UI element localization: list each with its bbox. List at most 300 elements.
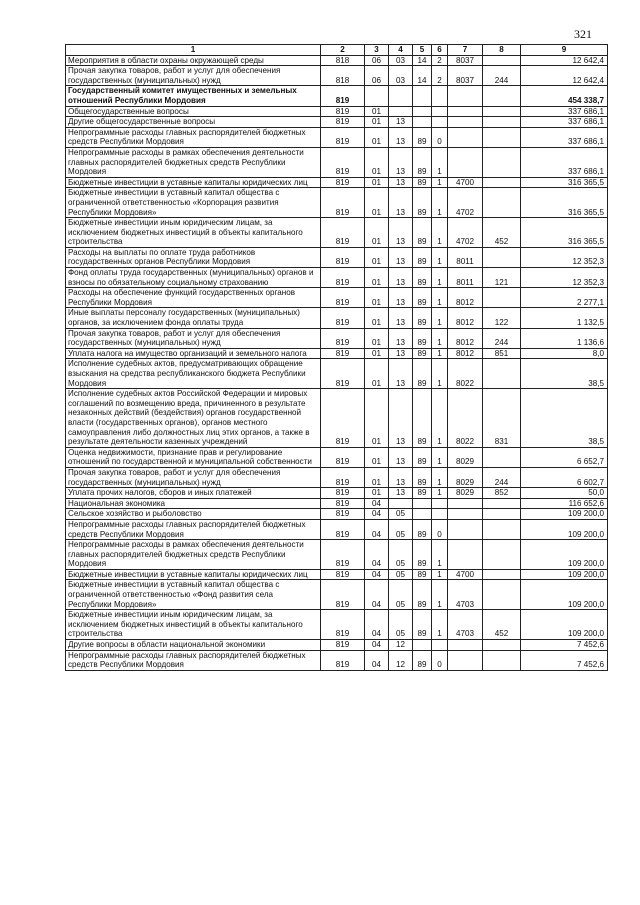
row-subprogram-code: 1 xyxy=(432,247,448,267)
row-program-code: 89 xyxy=(413,467,432,487)
row-program-code: 89 xyxy=(413,147,432,177)
row-section-code: 01 xyxy=(365,188,389,218)
row-expense-type-code: 244 xyxy=(483,467,521,487)
row-direction-code: 4702 xyxy=(448,188,483,218)
row-name: Уплата прочих налогов, сборов и иных платежей xyxy=(66,488,321,499)
row-subsection-code: 13 xyxy=(389,359,413,389)
table-row xyxy=(66,569,608,580)
table-row xyxy=(66,188,608,218)
table-row xyxy=(66,177,608,188)
row-amount: 337 686,1 xyxy=(521,106,608,117)
row-subsection-code: 13 xyxy=(389,117,413,128)
row-program-code xyxy=(413,498,432,509)
row-subsection-code: 13 xyxy=(389,308,413,328)
row-subprogram-code: 1 xyxy=(432,610,448,640)
row-program-code: 89 xyxy=(413,348,432,359)
row-name: Бюджетные инвестиции иным юридическим лицам, за исключением бюджетных инвестиций в объекты капитального строительства xyxy=(66,218,321,248)
row-subprogram-code: 1 xyxy=(432,359,448,389)
table-row xyxy=(66,640,608,651)
row-section-code: 01 xyxy=(365,127,389,147)
row-ministry-code: 819 xyxy=(321,106,365,117)
table-row xyxy=(66,610,608,640)
row-amount: 337 686,1 xyxy=(521,127,608,147)
row-section-code: 04 xyxy=(365,610,389,640)
row-direction-code: 8037 xyxy=(448,66,483,86)
table-row xyxy=(66,328,608,348)
row-program-code: 89 xyxy=(413,247,432,267)
row-subsection-code: 13 xyxy=(389,328,413,348)
row-ministry-code: 819 xyxy=(321,177,365,188)
table-row xyxy=(66,218,608,248)
row-subsection-code: 05 xyxy=(389,540,413,570)
row-expense-type-code xyxy=(483,498,521,509)
row-name: Иные выплаты персоналу государственных (муниципальных) органов, за исключением фонда оплаты труда xyxy=(66,308,321,328)
table-row xyxy=(66,488,608,499)
row-ministry-code: 819 xyxy=(321,488,365,499)
row-amount: 109 200,0 xyxy=(521,519,608,539)
col-header-9: 9 xyxy=(521,45,608,56)
row-amount: 50,0 xyxy=(521,488,608,499)
row-program-code: 89 xyxy=(413,519,432,539)
row-program-code xyxy=(413,86,432,106)
row-subsection-code: 13 xyxy=(389,177,413,188)
row-subsection-code: 03 xyxy=(389,66,413,86)
col-header-8: 8 xyxy=(483,45,521,56)
row-name: Уплата налога на имущество организаций и земельного налога xyxy=(66,348,321,359)
row-subsection-code: 05 xyxy=(389,580,413,610)
row-ministry-code: 819 xyxy=(321,247,365,267)
row-name: Непрограммные расходы в рамках обеспечения деятельности главных распорядителей бюджетных средств Республики Мордовия xyxy=(66,540,321,570)
row-subprogram-code xyxy=(432,640,448,651)
row-subprogram-code: 1 xyxy=(432,268,448,288)
table-row xyxy=(66,268,608,288)
row-subsection-code: 13 xyxy=(389,389,413,448)
row-section-code: 04 xyxy=(365,509,389,520)
row-direction-code: 8022 xyxy=(448,359,483,389)
row-direction-code: 4702 xyxy=(448,218,483,248)
row-amount: 12 352,3 xyxy=(521,247,608,267)
row-section-code: 06 xyxy=(365,66,389,86)
row-program-code: 14 xyxy=(413,66,432,86)
table-row xyxy=(66,467,608,487)
row-amount: 7 452,6 xyxy=(521,640,608,651)
row-subsection-code: 13 xyxy=(389,147,413,177)
table-row xyxy=(66,447,608,467)
column-header-row xyxy=(66,45,608,56)
row-name: Бюджетные инвестиции иным юридическим лицам, за исключением бюджетных инвестиций в объекты капитального строительства xyxy=(66,610,321,640)
row-direction-code: 8011 xyxy=(448,268,483,288)
table-row xyxy=(66,117,608,128)
row-subprogram-code xyxy=(432,509,448,520)
row-subprogram-code xyxy=(432,86,448,106)
row-ministry-code: 819 xyxy=(321,308,365,328)
row-name: Общегосударственные вопросы xyxy=(66,106,321,117)
table-row xyxy=(66,389,608,448)
row-amount: 8,0 xyxy=(521,348,608,359)
row-expense-type-code xyxy=(483,117,521,128)
row-section-code: 01 xyxy=(365,308,389,328)
row-section-code: 04 xyxy=(365,580,389,610)
row-subsection-code: 05 xyxy=(389,519,413,539)
row-expense-type-code: 121 xyxy=(483,268,521,288)
row-amount: 337 686,1 xyxy=(521,117,608,128)
row-expense-type-code xyxy=(483,177,521,188)
row-program-code: 89 xyxy=(413,569,432,580)
row-expense-type-code xyxy=(483,86,521,106)
row-expense-type-code xyxy=(483,106,521,117)
row-expense-type-code xyxy=(483,580,521,610)
row-direction-code: 8029 xyxy=(448,467,483,487)
row-subprogram-code: 2 xyxy=(432,66,448,86)
row-name: Расходы на обеспечение функций государственных органов Республики Мордовия xyxy=(66,288,321,308)
table-row xyxy=(66,247,608,267)
row-direction-code: 8037 xyxy=(448,55,483,66)
row-subprogram-code: 1 xyxy=(432,188,448,218)
row-name: Непрограммные расходы главных распорядителей бюджетных средств Республики Мордовия xyxy=(66,650,321,670)
row-subsection-code: 13 xyxy=(389,188,413,218)
row-subsection-code: 13 xyxy=(389,488,413,499)
row-section-code: 06 xyxy=(365,55,389,66)
row-name: Исполнение судебных актов, предусматривающих обращение взыскания на средства республиканского бюджета Республики Мордовия xyxy=(66,359,321,389)
row-ministry-code: 819 xyxy=(321,218,365,248)
row-subsection-code: 13 xyxy=(389,288,413,308)
row-ministry-code: 819 xyxy=(321,447,365,467)
row-direction-code xyxy=(448,519,483,539)
row-ministry-code: 819 xyxy=(321,188,365,218)
row-name: Прочая закупка товаров, работ и услуг для обеспечения государственных (муниципальных) нужд xyxy=(66,66,321,86)
col-header-3: 3 xyxy=(365,45,389,56)
row-amount: 38,5 xyxy=(521,389,608,448)
row-section-code: 04 xyxy=(365,650,389,670)
row-direction-code xyxy=(448,540,483,570)
row-program-code: 14 xyxy=(413,55,432,66)
row-subsection-code: 13 xyxy=(389,268,413,288)
row-ministry-code: 819 xyxy=(321,580,365,610)
row-section-code: 01 xyxy=(365,147,389,177)
row-section-code: 04 xyxy=(365,540,389,570)
row-amount: 316 365,5 xyxy=(521,188,608,218)
row-direction-code: 8012 xyxy=(448,328,483,348)
row-name: Сельское хозяйство и рыболовство xyxy=(66,509,321,520)
row-program-code: 89 xyxy=(413,359,432,389)
row-program-code: 89 xyxy=(413,177,432,188)
row-direction-code: 8029 xyxy=(448,488,483,499)
row-section-code: 01 xyxy=(365,117,389,128)
row-direction-code: 8012 xyxy=(448,288,483,308)
row-subprogram-code: 1 xyxy=(432,218,448,248)
row-amount: 38,5 xyxy=(521,359,608,389)
row-expense-type-code xyxy=(483,288,521,308)
row-ministry-code: 819 xyxy=(321,127,365,147)
row-subprogram-code: 1 xyxy=(432,308,448,328)
row-amount: 12 642,4 xyxy=(521,66,608,86)
row-section-code: 01 xyxy=(365,247,389,267)
row-ministry-code: 819 xyxy=(321,268,365,288)
row-ministry-code: 818 xyxy=(321,66,365,86)
table-row xyxy=(66,540,608,570)
row-amount: 109 200,0 xyxy=(521,610,608,640)
row-program-code: 89 xyxy=(413,218,432,248)
row-name: Исполнение судебных актов Российской Федерации и мировых соглашений по возмещению вреда, причиненного в результате незаконных действий (бездействия) органов государственной власти (государственных органов), органов местного самоуправления либо должностных лиц этих органов, а также в результате деятельности казенных учреждений xyxy=(66,389,321,448)
row-subsection-code xyxy=(389,498,413,509)
row-subsection-code: 13 xyxy=(389,247,413,267)
row-subprogram-code: 0 xyxy=(432,519,448,539)
row-name: Прочая закупка товаров, работ и услуг для обеспечения государственных (муниципальных) нужд xyxy=(66,467,321,487)
row-subsection-code: 13 xyxy=(389,218,413,248)
row-program-code: 89 xyxy=(413,650,432,670)
row-amount: 12 642,4 xyxy=(521,55,608,66)
col-header-7: 7 xyxy=(448,45,483,56)
row-name: Бюджетные инвестиции в уставные капиталы юридических лиц xyxy=(66,177,321,188)
row-subsection-code: 05 xyxy=(389,569,413,580)
row-program-code: 89 xyxy=(413,288,432,308)
row-subsection-code: 13 xyxy=(389,447,413,467)
table-row xyxy=(66,308,608,328)
row-subprogram-code: 0 xyxy=(432,127,448,147)
row-amount: 1 132,5 xyxy=(521,308,608,328)
row-section-code xyxy=(365,86,389,106)
table-row xyxy=(66,519,608,539)
row-direction-code: 4700 xyxy=(448,177,483,188)
row-amount: 316 365,5 xyxy=(521,177,608,188)
row-ministry-code: 819 xyxy=(321,640,365,651)
row-subsection-code: 13 xyxy=(389,127,413,147)
row-expense-type-code: 851 xyxy=(483,348,521,359)
row-program-code: 89 xyxy=(413,540,432,570)
col-header-1: 1 xyxy=(66,45,321,56)
row-subprogram-code: 1 xyxy=(432,177,448,188)
row-ministry-code: 819 xyxy=(321,540,365,570)
row-section-code: 01 xyxy=(365,348,389,359)
row-program-code: 89 xyxy=(413,188,432,218)
row-section-code: 01 xyxy=(365,389,389,448)
table-row xyxy=(66,147,608,177)
row-expense-type-code: 244 xyxy=(483,328,521,348)
row-expense-type-code xyxy=(483,509,521,520)
row-ministry-code: 819 xyxy=(321,467,365,487)
row-subsection-code: 13 xyxy=(389,467,413,487)
row-section-code: 01 xyxy=(365,268,389,288)
row-subsection-code: 12 xyxy=(389,640,413,651)
row-name: Государственный комитет имущественных и земельных отношений Республики Мордовия xyxy=(66,86,321,106)
row-direction-code: 4703 xyxy=(448,610,483,640)
row-direction-code xyxy=(448,86,483,106)
row-subsection-code xyxy=(389,106,413,117)
row-amount: 109 200,0 xyxy=(521,540,608,570)
row-section-code: 01 xyxy=(365,488,389,499)
row-expense-type-code xyxy=(483,359,521,389)
table-row xyxy=(66,288,608,308)
col-header-5: 5 xyxy=(413,45,432,56)
row-amount: 316 365,5 xyxy=(521,218,608,248)
row-section-code: 01 xyxy=(365,218,389,248)
row-amount: 454 338,7 xyxy=(521,86,608,106)
row-subsection-code: 13 xyxy=(389,348,413,359)
row-direction-code: 8012 xyxy=(448,348,483,359)
row-ministry-code: 819 xyxy=(321,117,365,128)
row-expense-type-code xyxy=(483,540,521,570)
row-name: Бюджетные инвестиции в уставный капитал общества с ограниченной ответственностью «Корпорация развития Республики Мордовия» xyxy=(66,188,321,218)
col-header-4: 4 xyxy=(389,45,413,56)
row-direction-code: 4703 xyxy=(448,580,483,610)
row-direction-code: 8022 xyxy=(448,389,483,448)
row-program-code xyxy=(413,117,432,128)
row-name: Бюджетные инвестиции в уставный капитал общества с ограниченной ответственностью «Фонд развития села Республики Мордовия» xyxy=(66,580,321,610)
table-row xyxy=(66,498,608,509)
row-name: Прочая закупка товаров, работ и услуг для обеспечения государственных (муниципальных) нужд xyxy=(66,328,321,348)
row-expense-type-code xyxy=(483,147,521,177)
row-program-code: 89 xyxy=(413,308,432,328)
row-expense-type-code xyxy=(483,569,521,580)
row-program-code: 89 xyxy=(413,580,432,610)
row-direction-code: 8012 xyxy=(448,308,483,328)
row-ministry-code: 819 xyxy=(321,328,365,348)
row-ministry-code: 819 xyxy=(321,348,365,359)
row-ministry-code: 819 xyxy=(321,509,365,520)
row-subprogram-code: 1 xyxy=(432,467,448,487)
row-ministry-code: 819 xyxy=(321,86,365,106)
row-direction-code xyxy=(448,498,483,509)
row-direction-code: 4700 xyxy=(448,569,483,580)
row-program-code: 89 xyxy=(413,127,432,147)
row-subprogram-code: 1 xyxy=(432,288,448,308)
row-subprogram-code: 2 xyxy=(432,55,448,66)
row-expense-type-code xyxy=(483,519,521,539)
row-subprogram-code: 1 xyxy=(432,580,448,610)
row-direction-code xyxy=(448,650,483,670)
row-subprogram-code: 1 xyxy=(432,447,448,467)
row-expense-type-code xyxy=(483,188,521,218)
row-subprogram-code: 1 xyxy=(432,488,448,499)
row-amount: 109 200,0 xyxy=(521,569,608,580)
table-row xyxy=(66,106,608,117)
row-expense-type-code xyxy=(483,650,521,670)
row-name: Расходы на выплаты по оплате труда работников государственных органов Республики Мордовия xyxy=(66,247,321,267)
row-program-code xyxy=(413,640,432,651)
row-name: Бюджетные инвестиции в уставные капиталы юридических лиц xyxy=(66,569,321,580)
row-name: Мероприятия в области охраны окружающей среды xyxy=(66,55,321,66)
row-amount: 109 200,0 xyxy=(521,509,608,520)
row-expense-type-code: 122 xyxy=(483,308,521,328)
row-section-code: 04 xyxy=(365,519,389,539)
row-amount: 109 200,0 xyxy=(521,580,608,610)
row-program-code: 89 xyxy=(413,389,432,448)
row-direction-code xyxy=(448,117,483,128)
row-ministry-code: 819 xyxy=(321,359,365,389)
row-ministry-code: 819 xyxy=(321,147,365,177)
row-ministry-code: 819 xyxy=(321,519,365,539)
row-program-code xyxy=(413,509,432,520)
row-section-code: 01 xyxy=(365,288,389,308)
row-section-code: 01 xyxy=(365,328,389,348)
row-expense-type-code: 852 xyxy=(483,488,521,499)
row-subprogram-code xyxy=(432,117,448,128)
table-row xyxy=(66,650,608,670)
table-body xyxy=(66,55,608,670)
row-amount: 337 686,1 xyxy=(521,147,608,177)
row-subprogram-code xyxy=(432,106,448,117)
row-program-code xyxy=(413,106,432,117)
row-amount: 116 652,6 xyxy=(521,498,608,509)
row-subprogram-code: 1 xyxy=(432,348,448,359)
row-ministry-code: 819 xyxy=(321,389,365,448)
row-direction-code xyxy=(448,147,483,177)
row-section-code: 04 xyxy=(365,640,389,651)
row-subsection-code xyxy=(389,86,413,106)
table-row xyxy=(66,580,608,610)
row-expense-type-code xyxy=(483,447,521,467)
page-number: 321 xyxy=(574,27,592,41)
row-section-code: 04 xyxy=(365,498,389,509)
table-row xyxy=(66,86,608,106)
row-program-code: 89 xyxy=(413,447,432,467)
row-section-code: 01 xyxy=(365,106,389,117)
row-name: Другие общегосударственные вопросы xyxy=(66,117,321,128)
row-subsection-code: 05 xyxy=(389,509,413,520)
row-ministry-code: 819 xyxy=(321,288,365,308)
row-direction-code xyxy=(448,127,483,147)
row-subprogram-code: 1 xyxy=(432,147,448,177)
row-name: Фонд оплаты труда государственных (муниципальных) органов и взносы по обязательному социальному страхованию xyxy=(66,268,321,288)
table-row xyxy=(66,66,608,86)
row-amount: 7 452,6 xyxy=(521,650,608,670)
row-subprogram-code xyxy=(432,498,448,509)
row-name: Другие вопросы в области национальной экономики xyxy=(66,640,321,651)
row-ministry-code: 819 xyxy=(321,650,365,670)
row-subprogram-code: 1 xyxy=(432,389,448,448)
row-expense-type-code: 452 xyxy=(483,218,521,248)
row-section-code: 01 xyxy=(365,447,389,467)
row-name: Оценка недвижимости, признание прав и регулирование отношений по государственной и муниципальной собственности xyxy=(66,447,321,467)
table-row xyxy=(66,359,608,389)
row-expense-type-code xyxy=(483,640,521,651)
budget-table xyxy=(65,44,608,671)
table-row xyxy=(66,127,608,147)
row-ministry-code: 819 xyxy=(321,498,365,509)
row-subprogram-code: 1 xyxy=(432,328,448,348)
row-program-code: 89 xyxy=(413,268,432,288)
table-row xyxy=(66,55,608,66)
row-section-code: 04 xyxy=(365,569,389,580)
table-row xyxy=(66,509,608,520)
row-expense-type-code: 244 xyxy=(483,66,521,86)
row-section-code: 01 xyxy=(365,467,389,487)
row-ministry-code: 818 xyxy=(321,55,365,66)
row-subsection-code: 03 xyxy=(389,55,413,66)
row-subprogram-code: 1 xyxy=(432,569,448,580)
row-subsection-code: 12 xyxy=(389,650,413,670)
col-header-6: 6 xyxy=(432,45,448,56)
row-expense-type-code: 831 xyxy=(483,389,521,448)
row-direction-code xyxy=(448,509,483,520)
row-amount: 1 136,6 xyxy=(521,328,608,348)
row-expense-type-code: 452 xyxy=(483,610,521,640)
row-expense-type-code xyxy=(483,247,521,267)
row-expense-type-code xyxy=(483,55,521,66)
col-header-2: 2 xyxy=(321,45,365,56)
row-amount: 2 277,1 xyxy=(521,288,608,308)
row-name: Национальная экономика xyxy=(66,498,321,509)
table-row xyxy=(66,348,608,359)
row-name: Непрограммные расходы в рамках обеспечения деятельности главных распорядителей бюджетных средств Республики Мордовия xyxy=(66,147,321,177)
row-program-code: 89 xyxy=(413,610,432,640)
row-ministry-code: 819 xyxy=(321,610,365,640)
row-amount: 6 652,7 xyxy=(521,447,608,467)
row-amount: 12 352,3 xyxy=(521,268,608,288)
row-name: Непрограммные расходы главных распорядителей бюджетных средств Республики Мордовия xyxy=(66,519,321,539)
row-direction-code xyxy=(448,106,483,117)
row-subprogram-code: 1 xyxy=(432,540,448,570)
